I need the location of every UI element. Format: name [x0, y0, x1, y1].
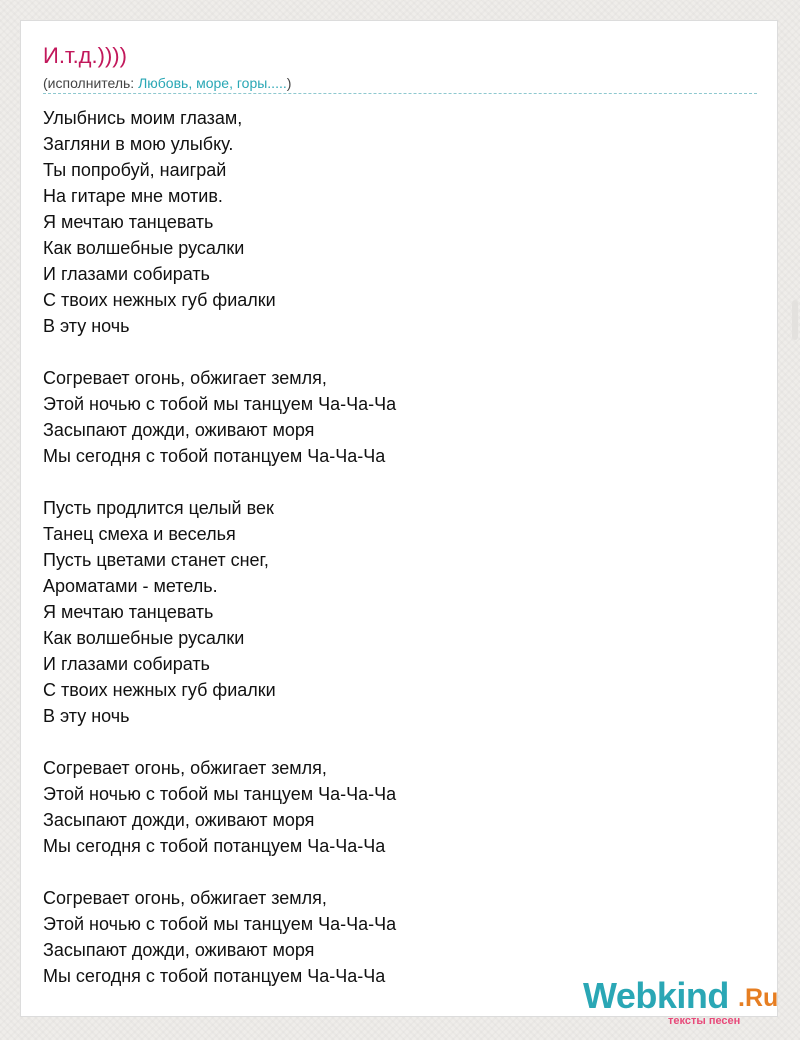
song-title: И.т.д.)))): [43, 43, 127, 68]
lyric-line: Согревает огонь, обжигает земля,: [43, 888, 327, 908]
lyrics-stanza: [43, 365, 396, 469]
lyric-line: И глазами собирать: [43, 264, 210, 284]
lyric-line: Пусть цветами станет снег,: [43, 550, 269, 570]
lyric-line: Улыбнись моим глазам,: [43, 108, 243, 128]
lyric-line: В эту ночь: [43, 316, 130, 336]
lyric-line: Мы сегодня с тобой потанцуем Ча-Ча-Ча: [43, 446, 386, 466]
lyric-line: Мы сегодня с тобой потанцуем Ча-Ча-Ча: [43, 966, 386, 986]
lyric-line: Ты попробуй, наиграй: [43, 160, 227, 180]
lyrics-stanza: [43, 495, 396, 729]
title-divider: [43, 93, 757, 94]
webkind-logo: [583, 976, 783, 1026]
lyric-line: На гитаре мне мотив.: [43, 186, 223, 206]
lyric-line: С твоих нежных губ фиалки: [43, 680, 276, 700]
artist-prefix: (исполнитель:: [43, 75, 139, 91]
lyric-line: Ароматами - метель.: [43, 576, 218, 596]
logo-tagline: тексты песен: [668, 1015, 741, 1027]
lyric-line: Засыпают дожди, оживают моря: [43, 810, 315, 830]
lyric-line: Я мечтаю танцевать: [43, 212, 214, 232]
lyric-line: Танец смеха и веселья: [43, 524, 236, 544]
lyric-line: Этой ночью с тобой мы танцуем Ча-Ча-Ча: [43, 784, 397, 804]
lyric-line: Согревает огонь, обжигает земля,: [43, 758, 327, 778]
artist-link[interactable]: Любовь, море, горы.....: [138, 75, 287, 91]
lyrics-body: [43, 105, 396, 1015]
artist-suffix: ): [286, 75, 292, 91]
lyrics-stanza: [43, 105, 396, 339]
artist-line: [43, 74, 291, 92]
lyric-line: Мы сегодня с тобой потанцуем Ча-Ча-Ча: [43, 836, 386, 856]
lyric-line: Пусть продлится целый век: [43, 498, 274, 518]
lyric-line: Как волшебные русалки: [43, 628, 245, 648]
lyric-line: Этой ночью с тобой мы танцуем Ча-Ча-Ча: [43, 914, 397, 934]
lyrics-sheet: [20, 20, 779, 1027]
lyric-line: Засыпают дожди, оживают моря: [43, 420, 315, 440]
lyric-line: С твоих нежных губ фиалки: [43, 290, 276, 310]
lyrics-stanza: [43, 885, 396, 989]
lyric-line: Как волшебные русалки: [43, 238, 245, 258]
logo-tld: .Ru: [738, 984, 779, 1012]
lyric-line: Согревает огонь, обжигает земля,: [43, 368, 327, 388]
lyric-line: Засыпают дожди, оживают моря: [43, 940, 315, 960]
lyrics-stanza: [43, 755, 396, 859]
lyric-line: И глазами собирать: [43, 654, 210, 674]
scrollbar-thumb[interactable]: [792, 300, 798, 340]
lyric-line: Этой ночью с тобой мы танцуем Ча-Ча-Ча: [43, 394, 397, 414]
lyric-line: В эту ночь: [43, 706, 130, 726]
lyric-line: Я мечтаю танцевать: [43, 602, 214, 622]
logo-brand: Webkind: [583, 975, 729, 1016]
lyric-line: Загляни в мою улыбку.: [43, 134, 234, 154]
